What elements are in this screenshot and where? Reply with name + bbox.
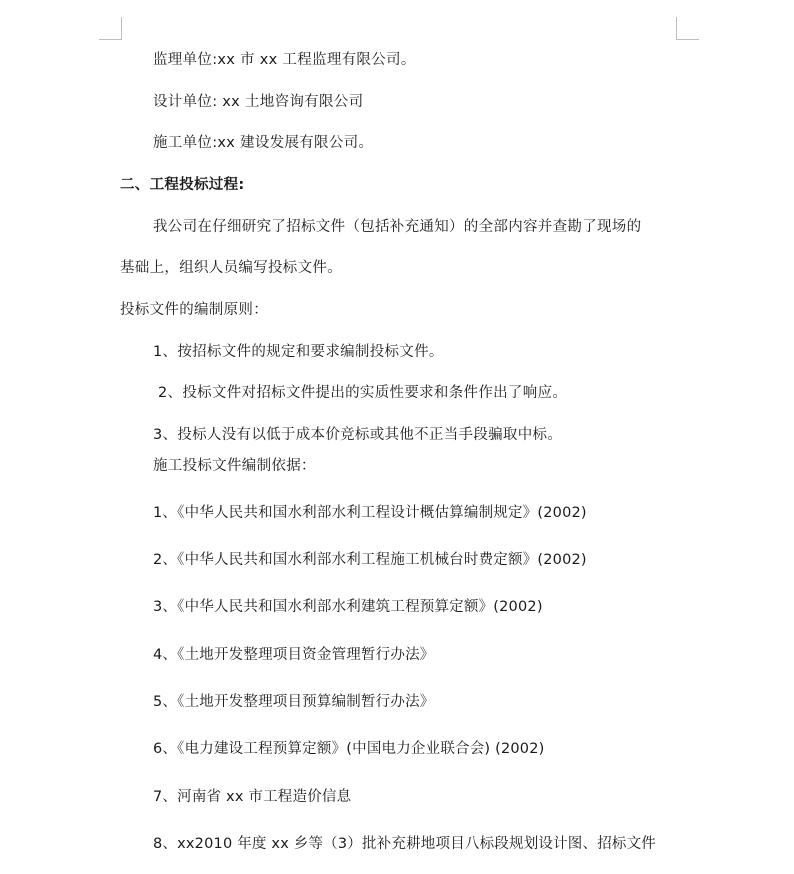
- principle-item: 1、按招标文件的规定和要求编制投标文件。: [153, 344, 444, 360]
- basis-item: 6、《电力建设工程预算定额》(中国电力企业联合会) (2002): [153, 741, 545, 757]
- crop-mark-top-left: [99, 17, 122, 40]
- basis-title: 施工投标文件编制依据：: [153, 458, 316, 474]
- basis-item: 5、《土地开发整理项目预算编制暂行办法》: [153, 694, 435, 710]
- section-heading: 二、工程投标过程:: [120, 177, 245, 193]
- basis-item: 8、xx2010 年度 xx 乡等（3）批补充耕地项目八标段规划设计图、招标文件: [153, 836, 657, 852]
- principles-title: 投标文件的编制原则：: [120, 302, 268, 318]
- intro-paragraph-line-2: 基础上，组织人员编写投标文件。: [120, 260, 342, 276]
- design-unit: 设计单位: xx 土地咨询有限公司: [153, 94, 364, 110]
- basis-item: 2、《中华人民共和国水利部水利工程施工机械台时费定额》(2002): [153, 552, 587, 568]
- principle-item: 2、投标文件对招标文件提出的实质性要求和条件作出了响应。: [158, 385, 568, 401]
- intro-paragraph-line-1: 我公司在仔细研究了招标文件（包括补充通知）的全部内容并查勘了现场的: [153, 219, 642, 235]
- basis-item: 3、《中华人民共和国水利部水利建筑工程预算定额》(2002): [153, 599, 543, 615]
- principle-item: 3、投标人没有以低于成本价竞标或其他不正当手段骗取中标。: [153, 427, 563, 443]
- crop-mark-top-right: [676, 17, 699, 40]
- basis-item: 4、《土地开发整理项目资金管理暂行办法》: [153, 647, 435, 663]
- basis-item: 1、《中华人民共和国水利部水利工程设计概估算编制规定》(2002): [153, 505, 587, 521]
- construction-unit: 施工单位:xx 建设发展有限公司。: [153, 135, 374, 151]
- supervisor-unit: 监理单位:xx 市 xx 工程监理有限公司。: [153, 52, 416, 68]
- basis-item: 7、河南省 xx 市工程造价信息: [153, 789, 352, 805]
